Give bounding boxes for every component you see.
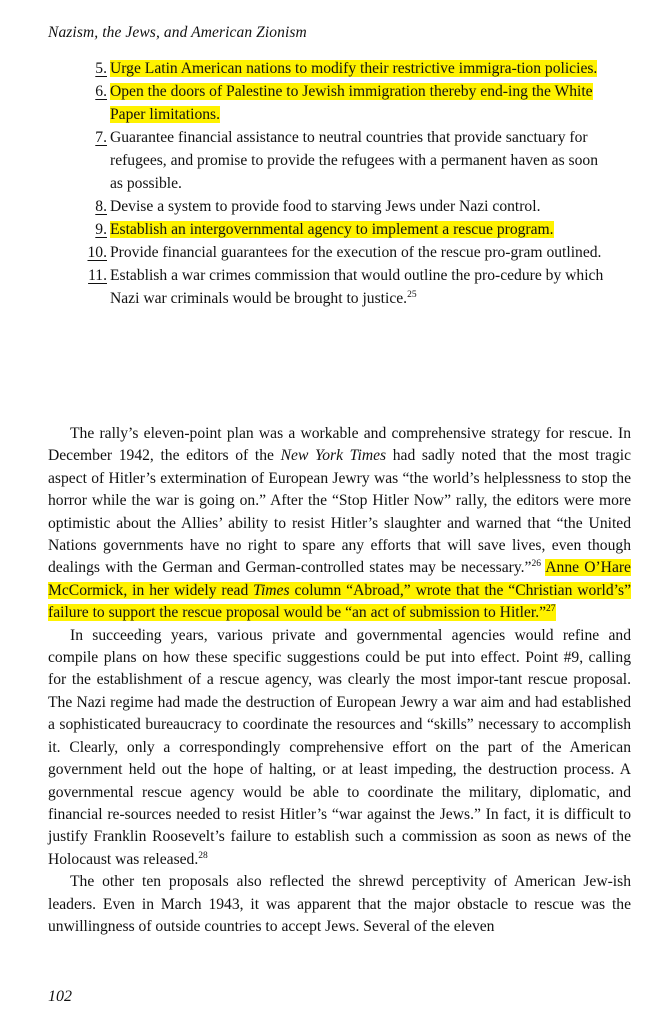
numbered-list bbox=[48, 57, 608, 310]
running-head: Nazism, the Jews, and American Zionism bbox=[48, 24, 307, 41]
list-item-number: 11. bbox=[88, 267, 107, 284]
list-item bbox=[48, 126, 608, 195]
highlighted-text: Urge Latin American nations to modify their restrictive immigra-tion policies. bbox=[110, 60, 598, 77]
list-item-number: 5. bbox=[95, 60, 107, 77]
list-item-text: Provide financial guarantees for the execution of the rescue pro-gram outlined. bbox=[110, 244, 602, 261]
list-item-number: 7. bbox=[95, 129, 107, 146]
list-item-number: 9. bbox=[95, 221, 107, 238]
list-item bbox=[48, 57, 608, 80]
list-item bbox=[48, 80, 608, 126]
list-item-number: 10. bbox=[87, 244, 107, 261]
list-item bbox=[48, 264, 608, 310]
list-item bbox=[48, 218, 608, 241]
list-item bbox=[48, 195, 608, 218]
list-item-text: Devise a system to provide food to starving Jews under Nazi control. bbox=[110, 198, 541, 215]
page-number: 102 bbox=[48, 988, 72, 1005]
list-item bbox=[48, 241, 608, 264]
list-item-number: 8. bbox=[95, 198, 107, 215]
footnote-marker: 27 bbox=[546, 604, 556, 615]
footnote-marker: 25 bbox=[407, 290, 417, 300]
footnote-marker: 26 bbox=[531, 559, 541, 570]
list-item-text: Establish a war crimes commission that would outline the pro-cedure by which Nazi war criminals would be brought to justice. bbox=[110, 267, 604, 307]
highlighted-text: Open the doors of Palestine to Jewish immigration thereby end-ing the White Paper limitations. bbox=[110, 83, 593, 123]
highlighted-text: Establish an intergovernmental agency to implement a rescue program. bbox=[110, 221, 554, 238]
paragraph: In succeeding years, various private and governmental agencies would refine and compile plans on how these specific suggestions could be put into effect. Point #9, calling for the establishment of a rescue agency, was clearly the most impor-tant rescue proposal. The Nazi regime had made the destruction of European Jewry a war aim and had established a sophisticated bureaucracy to coordinate the resources and “skills” necessary to accomplish it. Clearly, only a correspondingly comprehensive effort on the part of the American government held out the hope of halting, or at least impeding, the destruction process. A governmental rescue agency would be able to coordinate the military, diplomatic, and financial re-sources needed to resist Hitler’s “war against the Jews.” In fact, it is difficult to justify Franklin Roosevelt’s failure to establish such a commission as soon as news of the Holocaust was released.$^{28}$ bbox=[48, 626, 631, 868]
list-item-text: Guarantee financial assistance to neutral countries that provide sanctuary for refugees, and promise to provide the refugees with a permanent haven as soon as possible. bbox=[110, 129, 599, 192]
highlighted-text: Anne O’Hare McCormick, in her widely read Times column “Abroad,” wrote that the “Christian world’s” failure to support the rescue proposal would be “an act of submission to Hitler.”$^{27}$ bbox=[48, 559, 631, 622]
italic-title: New York Times bbox=[280, 447, 387, 465]
list-item-number: 6. bbox=[95, 83, 107, 100]
paragraph: The rally’s eleven-point plan was a workable and comprehensive strategy for rescue. In December 1942, the editors of the New York Times had sadly noted that the most tragic aspect of Hitler’s extermination of European Jewry was “the world’s helplessness to stop the horror while the war is going on.” After the “Stop Hitler Now” rally, the editors were more optimistic about the Allies’ ability to resist Hitler’s slaughter and warned that “the United Nations governments have no right to spare any efforts that will save lives, even though dealings with the German and German-controlled states may be necessary.”$^{26}$ Anne O’Hare McCormick, in her widely read Times column “Abroad,” wrote that the “Christian world’s” failure to support the rescue proposal would be “an act of submission to Hitler.”$^{27}$ bbox=[48, 425, 632, 622]
footnote-marker: 28 bbox=[198, 850, 208, 861]
paragraph: The other ten proposals also reflected the shrewd perceptivity of American Jew-ish leaders. Even in March 1943, it was apparent that the major obstacle to rescue was the unwillingness of outside countries to accept Jews. Several of the eleven bbox=[48, 873, 631, 935]
body-text bbox=[48, 423, 631, 938]
